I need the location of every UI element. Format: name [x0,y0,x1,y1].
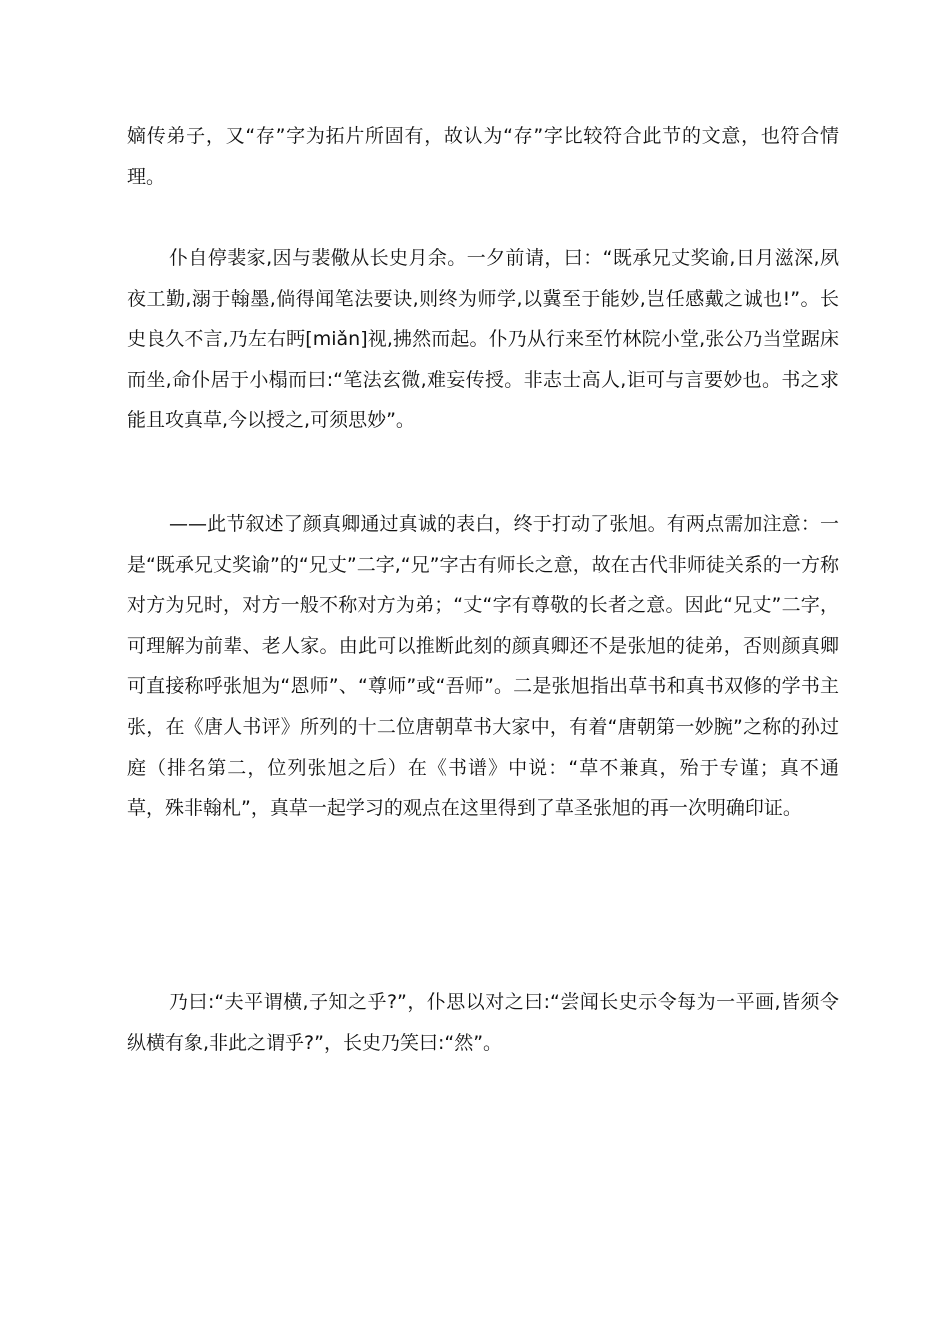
paragraph-dialogue: 乃曰:“夫平谓横,子知之乎?”，仆思以对之曰:“尝闻长史示令每为一平画,皆须令纵横有象,非此之谓乎?”，长史乃笑曰:“然”。 [127,991,839,1054]
paragraph-quote-request: 仆自停裴家,因与裴儆从长史月余。一夕前请，曰：“既承兄丈奖谕,日月滋深,夙夜工勤,溺于翰墨,倘得闻笔法要诀,则终为师学,以冀至于能妙,岂任感戴之诚也!”。长史良久不言,乃左右眄[miǎn]视,拂然而起。仆乃从行来至竹林院小堂,张公乃当堂踞床而坐,命仆居于小榻而曰:“笔法玄微,难妄传授。非志士高人,讵可与言要妙也。书之求能且攻真草,今以授之,可须思妙”。 [127,247,839,432]
paragraph-commentary: ——此节叙述了颜真卿通过真诚的表白，终于打动了张旭。有两点需加注意：一是“既承兄丈奖谕”的“兄丈”二字,“兄”字古有师长之意，故在古代非师徒关系的一方称对方为兄时，对方一般不称对方为弟；“丈“字有尊敬的长者之意。因此“兄丈”二字，可理解为前辈、老人家。由此可以推断此刻的颜真卿还不是张旭的徒弟，否则颜真卿可直接称呼张旭为“恩师”、“尊师”或“吾师”。二是张旭指出草书和真书双修的学书主张，在《唐人书评》所列的十二位唐朝草书大家中，有着“唐朝第一妙腕”之称的孙过庭（排名第二，位列张旭之后）在《书谱》中说：“草不兼真，殆于专谨；真不通草，殊非翰札”，真草一起学习的观点在这里得到了草圣张旭的再一次明确印证。 [127,513,839,820]
paragraph-continuation: 嫡传弟子，又“存”字为拓片所固有，故认为“存”字比较符合此节的文意，也符合情理。 [127,125,839,188]
